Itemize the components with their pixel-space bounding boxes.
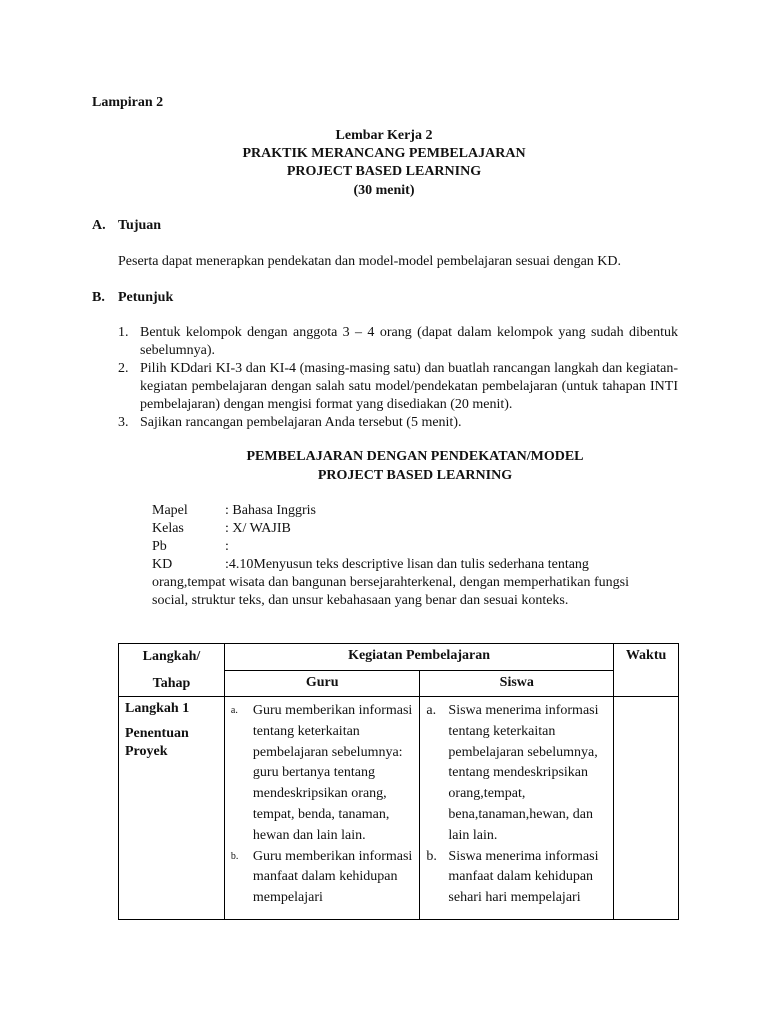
- header-stage: Tahap: [152, 675, 191, 691]
- kd-value: :4.10Menyusun teks descriptive lisan dan tulis sederhana tentang: [225, 557, 589, 572]
- model-title: PEMBELAJARAN DENGAN PENDEKATAN/MODEL: [246, 449, 584, 464]
- student-activities: [420, 697, 614, 920]
- activity-table: [118, 643, 679, 920]
- worksheet-duration: (30 menit): [353, 183, 415, 198]
- instruction-list: [118, 324, 678, 432]
- section-a-marker: A.: [92, 218, 106, 233]
- mapel-value: : Bahasa Inggris: [225, 503, 316, 518]
- list-marker: a.: [230, 705, 238, 716]
- table-row: [119, 697, 679, 920]
- header-time: Waktu: [614, 644, 679, 697]
- worksheet-label: Lembar Kerja 2: [335, 128, 433, 143]
- list-item: [426, 701, 609, 847]
- section-b-title: Petunjuk: [118, 290, 174, 305]
- instruction-number: 2.: [118, 361, 129, 376]
- instruction-text: Sajikan rancangan pembelajaran Anda tersebut (5 menit).: [140, 415, 462, 430]
- step-cell: [119, 697, 225, 920]
- activity-text: Siswa menerima informasi manfaat dalam kehidupan sehari hari mempelajari: [448, 848, 599, 906]
- list-item: [426, 847, 609, 909]
- mapel-label: Mapel: [152, 503, 188, 518]
- instruction-number: 3.: [118, 415, 129, 430]
- section-b-marker: B.: [92, 290, 105, 305]
- header-student: Siswa: [420, 671, 614, 697]
- activity-text: Guru memberikan informasi manfaat dalam kehidupan mempelajari: [252, 848, 413, 906]
- header-step-stage: [119, 644, 225, 697]
- pb-value: :: [225, 539, 229, 554]
- kelas-value: : X/ WAJIB: [225, 521, 291, 536]
- list-item: [231, 847, 416, 909]
- header-teacher: Guru: [224, 671, 420, 697]
- list-marker: b.: [426, 848, 437, 864]
- section-a-text: Peserta dapat menerapkan pendekatan dan model-model pembelajaran sesuai dengan KD.: [118, 254, 622, 269]
- instruction-item: [118, 414, 678, 432]
- list-marker: b.: [230, 850, 239, 862]
- teacher-activities: [224, 697, 420, 920]
- header-step: Langkah/: [142, 649, 201, 664]
- section-a-title: Tujuan: [118, 218, 162, 233]
- stage-name: Penentuan Proyek: [125, 725, 189, 759]
- worksheet-title: PRAKTIK MERANCANG PEMBELAJARAN: [242, 146, 526, 161]
- worksheet-subtitle: PROJECT BASED LEARNING: [286, 164, 482, 179]
- step-name: Langkah 1: [125, 701, 190, 716]
- time-cell: [614, 697, 679, 920]
- header-activity: Kegiatan Pembelajaran: [224, 644, 613, 671]
- model-subtitle: PROJECT BASED LEARNING: [317, 468, 513, 483]
- list-item: [231, 701, 416, 847]
- instruction-number: 1.: [118, 325, 129, 340]
- table-header-row: [119, 644, 679, 671]
- list-marker: a.: [426, 703, 437, 718]
- kd-continuation: orang,tempat wisata dan bangunan bersejarahterkenal, dengan memperhatikan fungsi: [152, 575, 629, 590]
- appendix-label: Lampiran 2: [92, 95, 164, 110]
- pb-label: Pb: [152, 539, 167, 554]
- instruction-text: Pilih KDdari KI-3 dan KI-4 (masing-masing satu) dan buatlah rancangan langkah dan kegiatan-kegiatan pembelajaran dengan salah satu model/pendekatan pembelajaran (untuk tahapan INTI pembelajaran) dengan mengisi format yang disediakan (20 menit).: [140, 361, 678, 412]
- kelas-label: Kelas: [152, 521, 184, 536]
- activity-text: Guru memberikan informasi tentang keterkaitan pembelajaran sebelumnya: guru bertanya tentang mendeskripsikan orang, tempat, benda, tanaman, hewan dan lain lain.: [252, 703, 413, 843]
- instruction-item: [118, 360, 678, 414]
- kd-label: KD: [152, 557, 173, 572]
- instruction-text: Bentuk kelompok dengan anggota 3 – 4 orang (dapat dalam kelompok yang sudah dibentuk sebelumnya).: [140, 325, 678, 358]
- instruction-item: [118, 324, 678, 360]
- kd-continuation: social, struktur teks, dan unsur kebahasaan yang benar dan sesuai konteks.: [152, 593, 569, 608]
- activity-text: Siswa menerima informasi tentang keterkaitan pembelajaran sebelumnya, tentang mendeskripsikan orang,tempat, bena,tanaman,hewan, dan lain lain.: [448, 703, 599, 843]
